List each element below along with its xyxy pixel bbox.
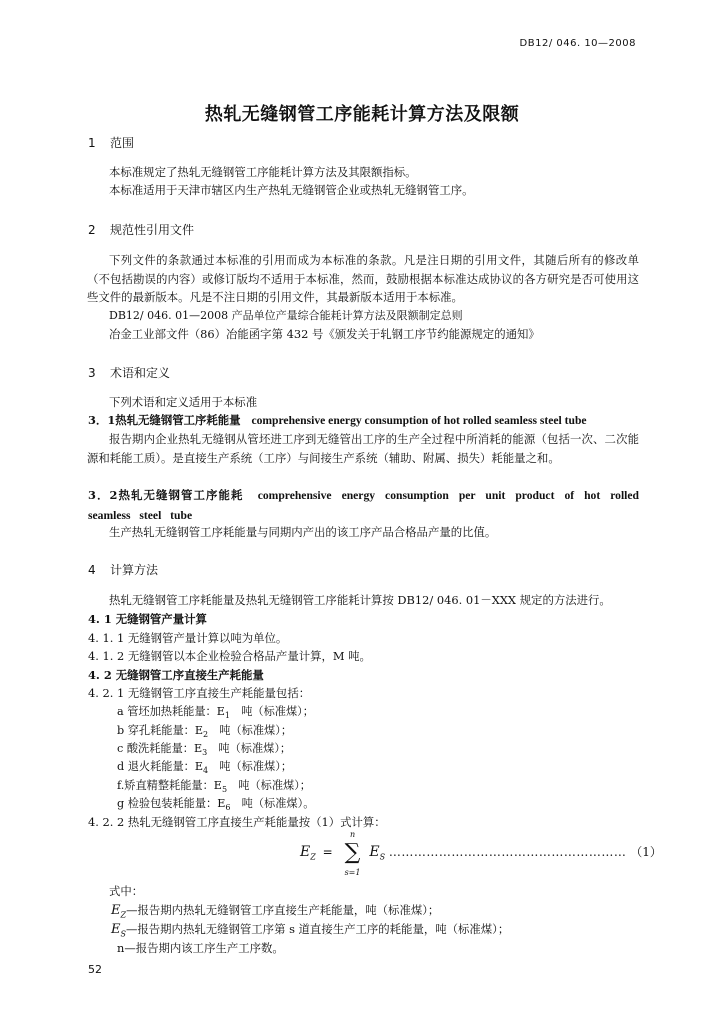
section-4-intro: 热轧无缝钢管工序耗能量及热轧无缝钢管工序能耗计算按 DB12/ 046. 01－XXX 规定的方法进行。 [109, 593, 611, 607]
clause-4-1-2: 4. 1. 2 无缝钢管以本企业检验合格品产量计算，M 吨。 [88, 649, 371, 663]
section-2-paragraph: 下列文件的条款通过本标准的引用而成为本标准的条款。凡是注日期的引用文件，其随后所有的修改单（不包括勘误的内容）或修订版均不适用于本标准，然而，鼓励根据本标准达成协议的各方研究是否可使用这些文件的最新版本。凡是不注日期的引用文件，其最新版本适用于本标准。 [87, 253, 639, 304]
term-3-1-definition: 报告期内企业热轧无缝钢从管坯进工序到无缝管出工序的生产全过程中所消耗的能源（包括一次、二次能源和耗能工质）。是直接生产系统（工序）与间接生产系统（辅助、附属、损失）耗能量之和。 [87, 432, 639, 465]
page-title: 热轧无缝钢管工序能耗计算方法及限额 [204, 104, 520, 125]
subsection-4-1-heading: 4. 1 无缝钢管产量计算 [88, 612, 207, 626]
energy-item: c 酸洗耗能量：$E_3$ 吨（标准煤）； [117, 742, 292, 758]
document-code: DB12/ 046. 10—2008 [519, 38, 636, 49]
term-3-2-definition: 生产热轧无缝钢管工序耗能量与同期内产出的该工序产品合格品产量的比值。 [109, 525, 497, 539]
section-2-heading: 2 规范性引用文件 [88, 223, 195, 237]
energy-item: d 退火耗能量：$E_4$ 吨（标准煤）； [117, 760, 293, 776]
formula-1: $E_Z$ = ∑ n s=1 $E_S$ ………………………………………………… （1） [300, 830, 662, 877]
section-4-heading: 4 计算方法 [88, 563, 159, 577]
summation-symbol: ∑ n s=1 [344, 830, 361, 877]
term-3-2-heading: 3．2热轧无缝钢管工序能耗 comprehensive energy consumption per unit product of hot rolled seamless steel tube [88, 488, 639, 522]
section-1-heading: 1 范围 [88, 136, 135, 150]
where-label: 式中： [109, 884, 144, 898]
energy-item: g 检验包装耗能量：$E_6$ 吨（标准煤）。 [117, 797, 315, 813]
page-number: 52 [88, 963, 102, 976]
term-3-1-heading: 3．1热轧无缝钢管工序耗能量 comprehensive energy consumption of hot rolled seamless steel tube [88, 413, 587, 427]
section-1-line-1: 本标准规定了热轧无缝钢管工序能耗计算方法及其限额指标。 [109, 165, 417, 179]
section-3-intro: 下列术语和定义适用于本标准 [109, 395, 258, 409]
definition-ez: $E_Z—$报告期内热轧无缝钢管工序直接生产耗能量，吨（标准煤）； [111, 903, 440, 920]
reference-1: DB12/ 046. 01—2008 产品单位产量综合能耗计算方法及限额制定总则 [109, 309, 463, 322]
energy-item: b 穿孔耗能量：$E_2$ 吨（标准煤）； [117, 724, 293, 740]
reference-2: 冶金工业部文件（86）冶能函字第 432 号《颁发关于轧钢工序节约能源规定的通知》 [109, 327, 540, 341]
clause-4-2-1: 4. 2. 1 无缝钢管工序直接生产耗能量包括： [88, 686, 311, 700]
clause-4-1-1: 4. 1. 1 无缝钢管产量计算以吨为单位。 [88, 631, 288, 645]
formula-number: （1） [630, 845, 662, 859]
section-1-line-2: 本标准适用于天津市辖区内生产热轧无缝钢管企业或热轧无缝钢管工序。 [109, 183, 474, 197]
energy-item: a 管坯加热耗能量：$E_1$ 吨（标准煤）； [117, 705, 314, 721]
section-3-heading: 3 术语和定义 [88, 366, 171, 380]
definition-es: $E_S—$报告期内热轧无缝钢管工序第 s 道直接生产工序的耗能量，吨（标准煤）； [111, 922, 510, 939]
clause-4-2-2: 4. 2. 2 热轧无缝钢管工序直接生产耗能量按（1）式计算： [88, 815, 386, 829]
energy-item: f.矫直精整耗能量：$E_5$ 吨（标准煤）； [117, 779, 311, 795]
definition-n: n—报告期内该工序生产工序数。 [117, 941, 284, 955]
formula-leader-dots: ………………………………………………… [388, 845, 627, 859]
subsection-4-2-heading: 4. 2 无缝钢管工序直接生产耗能量 [88, 668, 264, 682]
